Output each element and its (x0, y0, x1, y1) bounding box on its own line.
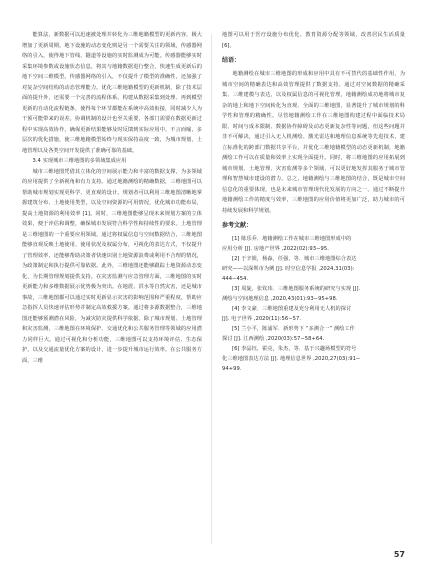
left-column (22, 30, 202, 366)
references-list (222, 234, 405, 374)
reference-item: [3] 周旋，张钦玮．三维地图服务系统的研究与实现 [J]. 测绘与空间地理信息 ,2020,43(01):93−95+98. (222, 286, 361, 302)
reference-item: [2] 于辛娱，杨淼，任强，等．城市三维地图综合表达 研究——以深圳市为例 [J]. 时空信息学报 ,2024,31(03): 444−454. (222, 256, 357, 282)
body-paragraph-2: 城市三维地图凭借其立体化的空间展示能力和丰富的数据支撑，为多领域的应用提供了全新视角和有力支持。通过地籍测绘的精确数据，三维地图可以帮助城市规划实现更科学、更直观的设计。规划者可以利用三维地图清晰地掌握建筑分布、土地使用类型，以及空间资源的可用情况，优化城市功能布局，提高土地资源的利用效率 [1]。同时，三维地图能够呈现未来规划方案的立体效果，便于评估和调整，确保城市发展符合科学性和持续性的要求。土地管理是三维地图的一个重要应用领域。通过将权属信息与空间数据结合，三维地图能够直观反映土地使用、使用状况及权属分布，可视化的表达方式，不仅提升了管理效率，还能够帮助决策者快速识别土地资源浪费或利用不合理的情况，为政策制定和执行提供可靠依据。此外，三维地图还能够跟踪土地资源动态变化，为长期管理规划提供支持。在灾害监测与应急管理方面，三维地图的实时更新能力和多维数据展示优势极为突出。在地震、洪水等自然灾害，还是城市事故，三维地图都可以通过实时更新显示灾害的影响范围和严重程度，帮助应急指挥人员快速评估形势并制定高效救援方案。通过将多源数据整合，三维地图还能够预测潜在风险，为减灾防灾提供科学依据。除了城市规划、土地管理和灾害监测，三维地图在环境保护、交通优化和公共服务管理等领域的应用潜力同样巨大。通过可视化和分析功能，三维地图可以支持环境评估、生态保护，以及交通流量优化方案的设计，进一步提升城市运行效率。在公共服务方面，三维 (22, 168, 202, 364)
right-column (222, 30, 405, 374)
reference-item: [1] 陈乐乔．地籍测绘工作在城市三维地图形成中的 应用分析 [J]. 房地产世界 ,2022(02):93−95. (222, 236, 352, 252)
conclusion-paragraph: 地籍测绘在城市三维地图的形成和应用中具有不可替代的基础性作用，为城市空间的精确表达和高效管理提供了数据支持。通过对空间数据的精确采集、三维建模与表达，以及权属信息的可视化管理，地籍测绘成功地将城市复杂的地上和地下空间转化为直观、全面的三维地图，显著提升了城市规划的科学性和管理的精确性。尽管地籍测绘工作在三维地图构建过程中面临技术局限、时间与成本限制、数据协作障碍及动态更新复杂性等问题，但这些问题并非不可解决，通过引入无人机测绘、激光雷达和地理信息系统等先进技术，建立标准化的跨部门数据共享平台，并优化三维地籍模型的动态更新机制，地籍测绘工作可以在质量和效率上实现全面提升。同时，将三维地图的应用拓展到城市规划、土地管理、灾害监测等多个领域，可以更好地发挥其服务于城市管理和智慧城市建设的潜力。总之，地籍测绘与三维地图的结合，既是城市空间信息化的重要体现，也是未来城市管理现代化发展的方向之一。通过不断提升地籍测绘工作的精度与效率，三维地图的应用价值将更加广泛，助力城市的可持续发展和科学规划。 (222, 71, 405, 214)
reference-item: [4] 李文豪．三维地图重建及充分利用无人机的探讨 [J]. 电子世界 ,2020(11):56−57. (222, 306, 352, 322)
conclusion-heading: 结语： (222, 57, 241, 64)
page-number: 57 (393, 550, 405, 559)
body-paragraph-continued: 地图可以用于医疗设施分布优化、教育资源分配等领域，改善居民生活质量 [6]。 (222, 32, 405, 49)
reference-item: [5] 兰小平，陈浦军．新形势下 “多测合一” 测绘工作 探讨 [J]. 江西测绘 ,2020(03):57−58+64. (222, 326, 355, 342)
reference-item: [6] 李晶钰，霍亮，朱杰，等．基于兴趣场模型的符号 化三维地图表达方法 [J]. 地理信息世界 ,2020,27(03):91− 94+99. (222, 346, 361, 372)
references-heading: 参考文献： (222, 222, 253, 229)
column-divider (211, 34, 212, 544)
section-subheading: 3.4 实现城市三维地图的多领域集成应用 (32, 158, 127, 164)
body-paragraph-1: 能算法，新数据可以迅速被处理并转化为三维地籍模型的更新内容，极大增加了更新周期。地下设施的动态变化则是另一个需要关注的领域，传感器网络的引入，使得地下管线、隧道等设施的实时监测成为可能。传感器能够实时采集环境参数或设施状态信息，将其与地籍数据进行整合，快速生成更新后的地下空间三维模型。传感器网络的引入，不仅提升了模型的准确性，还加强了对复杂空间结构的动态管理能力。优化三维地籍模型的更新机制，除了技术层面的提升外，还需要一个完善的流程体系。构建从数据采集到处理、再到模型更新的自动化流程链条，使得每个环节都能在系统中高效衔接，同时减少人为干预可能带来的误差。协调机制的设计也至关重要，各部门需要在数据更新过程中实现高效协作，确保更新结果能够及时反馈到实际应用中。不言而喻，多层次的优化措施，使三维地籍模型始终与现实保持高度一致，为城市规划、土地管理以及各类空间开发提供了准确可靠的基础。 (22, 32, 202, 154)
